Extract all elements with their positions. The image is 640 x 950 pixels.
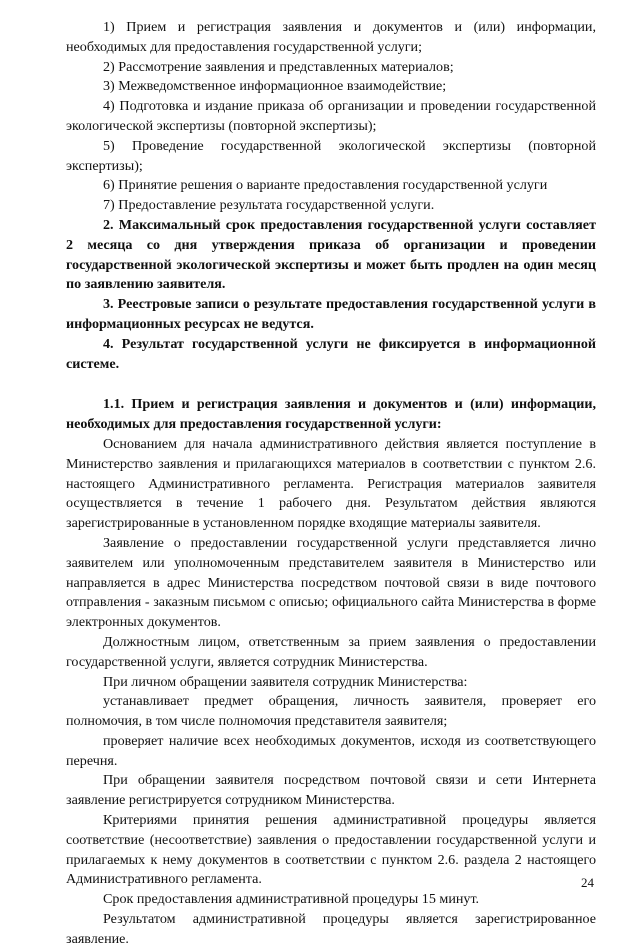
result-not-recorded-paragraph: 4. Результат государственной услуги не фиксируется в информационной системе. (66, 335, 596, 372)
list-item-5: 5) Проведение государственной экологической экспертизы (повторной экспертизы); (66, 137, 596, 174)
registry-records-paragraph: 3. Реестровые записи о результате предоставления государственной услуги в информационных ресурсах не ведутся. (66, 296, 596, 332)
list-item-6: 6) Принятие решения о варианте предоставления государственной услуги (103, 177, 548, 194)
body-paragraph: Результатом административной процедуры является зарегистрированное заявление. (66, 911, 596, 947)
body-paragraph: Заявление о предоставлении государственной услуги представляется лично заявителем или уполномоченным представителем заявителя в Министерство или направляется в адрес Министерства посредством почтовой связи в виде почтового отправления - заказным письмом с описью; официального сайта Министерства в форме электронных документов. (66, 534, 596, 631)
body-paragraph: Срок предоставления административной процедуры 15 минут. (103, 891, 480, 908)
list-item-7: 7) Предоставление результата государственной услуги. (103, 197, 435, 214)
page-number: 24 (581, 875, 594, 890)
body-paragraph: проверяет наличие всех необходимых документов, исходя из соответствующего перечня. (66, 732, 596, 769)
body-paragraph: устанавливает предмет обращения, личность заявителя, проверяет его полномочия, в том числе полномочия представителя заявителя; (66, 693, 596, 730)
body-paragraph: При личном обращении заявителя сотрудник Министерства: (103, 673, 468, 690)
document-page (66, 18, 596, 950)
section-heading: 1.1. Прием и регистрация заявления и документов и (или) информации, необходимых для предоставления государственной услуги: (66, 396, 596, 433)
body-paragraph: Основанием для начала административного действия является поступление в Министерство заявления и прилагающихся материалов в соответствии с пунктом 2.6. настоящего Административного регламента. Регистрация материалов заявителя осуществляется в течение 1 рабочего дня. Результатом действия являются зарегистрированные в установленном порядке входящие материалы заявителя. (66, 435, 596, 532)
body-paragraph: Должностным лицом, ответственным за прием заявления о предоставлении государственной услуги, является сотрудник Министерства. (66, 633, 596, 670)
section-spacer (66, 374, 596, 395)
body-paragraph: При обращении заявителя посредством почтовой связи и сети Интернета заявление регистрируется сотрудником Министерства. (66, 772, 596, 809)
list-item-4: 4) Подготовка и издание приказа об организации и проведении государственной экологической экспертизы (повторной экспертизы); (66, 98, 596, 134)
list-item-2: 2) Рассмотрение заявления и представленных материалов; (103, 58, 454, 75)
list-item-3: 3) Межведомственное информационное взаимодействие; (103, 78, 447, 95)
max-term-paragraph: 2. Максимальный срок предоставления государственной услуги составляет 2 месяца со дня утверждения приказа об организации и проведении государственной экологической экспертизы и может быть продлен на один месяц по заявлению заявителя. (66, 216, 596, 293)
list-item-1: 1) Прием и регистрация заявления и документов и (или) информации, необходимых для предоставления государственной услуги; (66, 19, 596, 55)
body-paragraph: Критериями принятия решения административной процедуры является соответствие (несоответствие) заявления о предоставлении государственной услуги и прилагаемых к нему документов в соответствии с пунктом 2.6. раздела 2 настоящего Административного регламента. (66, 812, 596, 888)
